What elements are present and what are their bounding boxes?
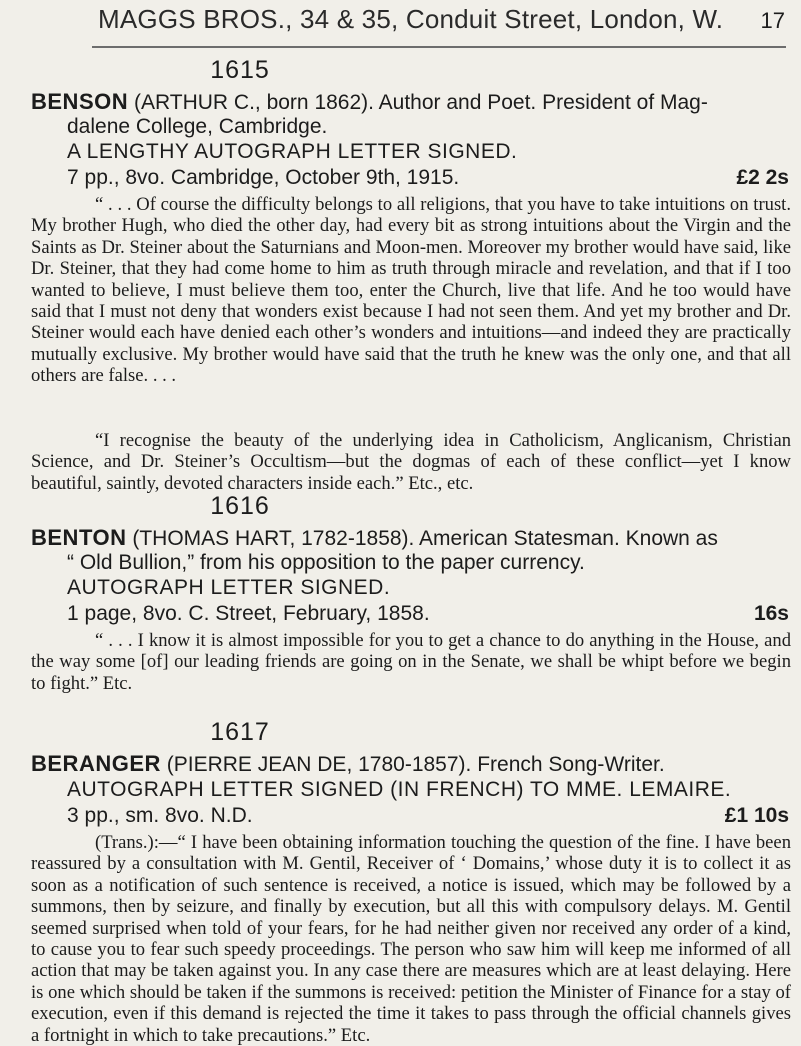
author-description: (THOMAS HART, 1782-1858). American Statesman. Known as xyxy=(126,527,718,550)
quotation-paragraph: “ . . . I know it is almost impossible for you to get a chance to do anything in the House, and the way some [of] our leading friends are going on in the Senate, we shall be whipt before we begin to fight.” Etc. xyxy=(31,630,791,694)
quotation-paragraph: “ . . . Of course the difficulty belongs to all religions, that you have to take intuitions on trust. My brother Hugh, who died the other day, had every bit as strong intuitions about the Virgin and the Saints as Dr. Steiner about the Saturnians and Moon-men. Moreover my brother would have said, like Dr. Steiner, that they had come home to him as truth through miracle and revelation, and that if I too wanted to believe, I must believe them too, enter the Church, live that life. And he too would have said that I must not deny that wonders exist because I had not seen them. And yet my brother and Dr. Steiner would each have denied each other’s wonders and intuitions—and indeed they are practically mutually exclusive. My brother would have said that the truth he knew was the only one, and that all others are false. . . . xyxy=(31,194,791,387)
item-details xyxy=(31,804,801,828)
lot-number: 1615 xyxy=(210,56,270,84)
quotation-paragraph: “I recognise the beauty of the underlying idea in Catholicism, Anglicanism, Christian Science, and Dr. Steiner’s Occultism—but the dogmas of each of these conflict—yet I know beautiful, saintly, devoted characters inside each.” Etc., etc. xyxy=(31,430,791,494)
details-text: 3 pp., sm. 8vo. N.D. xyxy=(67,804,253,827)
author-description: (PIERRE JEAN DE, 1780-1857). French Song-Writer. xyxy=(160,753,665,776)
details-text: 7 pp., 8vo. Cambridge, October 9th, 1915. xyxy=(67,166,460,189)
author-description: (ARTHUR C., born 1862). Author and Poet. President of Mag- xyxy=(128,91,708,114)
header-rule xyxy=(92,46,786,48)
author-name: BENTON xyxy=(31,525,127,550)
entry-heading xyxy=(31,526,791,551)
price: £1 10s xyxy=(724,804,789,827)
price: £2 2s xyxy=(736,166,789,189)
item-title: A LENGTHY AUTOGRAPH LETTER SIGNED. xyxy=(67,140,518,163)
page-number: 17 xyxy=(760,8,785,33)
quotation-paragraph: (Trans.):—“ I have been obtaining information touching the question of the fine. I have been reassured by a consultation with M. Gentil, Receiver of ‘ Domains,’ whose duty it is to collect it as soon as a notification of such sentence is received, a notice is issued, which may be followed by a summons, then by seizure, and finally by execution, but all this with compulsory delays. M. Gentil seemed surprised when told of your fears, for he had neither given nor received any order of a kind, to cause you to fear such speedy proceedings. The person who saw him will keep me informed of all action that may be taken against you. In any case there are measures which are at least delaying. Here is one which should be taken if the summons is received: petition the Minister of Finance for a stay of execution, even if this demand is rejected the time it takes to pass through the official channels gives a fortnight in which to take precautions.” Etc. xyxy=(31,832,791,1046)
item-details xyxy=(31,602,801,626)
item-title: AUTOGRAPH LETTER SIGNED. xyxy=(67,576,391,599)
entry-heading xyxy=(31,90,791,115)
page-header: MAGGS BROS., 34 & 35, Conduit Street, London, W. xyxy=(98,4,724,34)
item-title: AUTOGRAPH LETTER SIGNED (IN FRENCH) TO MME. LEMAIRE. xyxy=(67,778,732,801)
author-description-cont: dalene College, Cambridge. xyxy=(67,115,328,138)
author-name: BENSON xyxy=(31,89,129,114)
details-text: 1 page, 8vo. C. Street, February, 1858. xyxy=(67,602,430,625)
lot-number: 1617 xyxy=(210,718,270,746)
price: 16s xyxy=(753,602,789,625)
author-description-cont: “ Old Bullion,” from his opposition to the paper currency. xyxy=(67,551,585,574)
item-details xyxy=(31,166,801,190)
entry-heading xyxy=(31,752,791,777)
lot-number: 1616 xyxy=(210,492,270,520)
author-name: BERANGER xyxy=(31,751,161,776)
